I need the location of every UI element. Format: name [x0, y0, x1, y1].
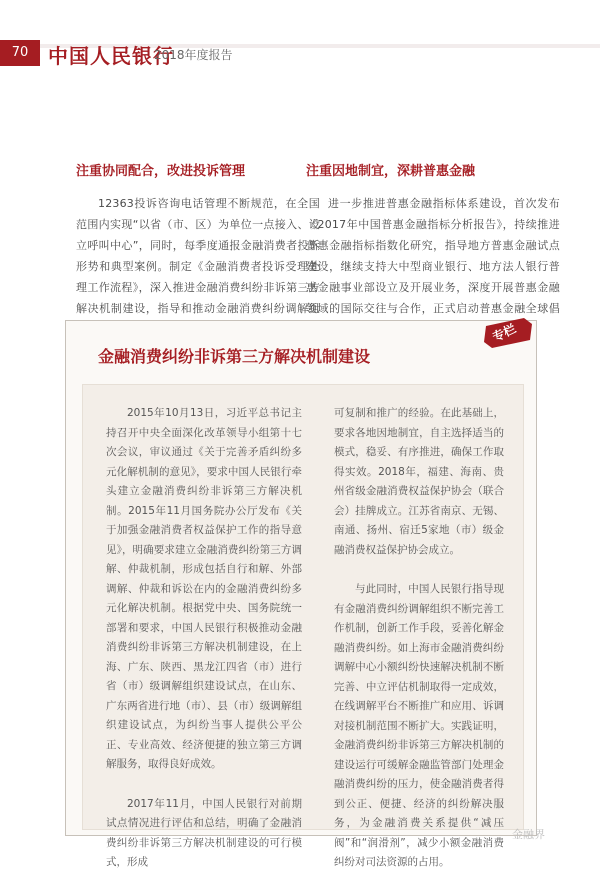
special-box-paragraph: 可复制和推广的经验。在此基础上，要求各地因地制宜，自主选择适当的模式，稳妥、有序推进，确保工作取得实效。2018年，福建、海南、贵州省级金融消费权益保护协会（联合会）挂牌成立。江苏省南京、无锡、南通、扬州、宿迁5家地（市）级金融消费权益保护协会成立。: [334, 407, 504, 556]
watermark: 金融界: [512, 828, 545, 841]
page-number: 70: [0, 40, 40, 66]
page-header: [0, 0, 600, 68]
special-box-paragraph: 2017年11月，中国人民银行对前期试点情况进行评估和总结，明确了金融消费纠纷非诉第三方解决机制建设的可行模式，形成: [106, 797, 302, 868]
special-box-title: 金融消费纠纷非诉第三方解决机制建设: [98, 347, 371, 366]
left-section-heading: 注重协同配合，改进投诉管理: [76, 164, 246, 179]
right-section-paragraph: 进一步推进普惠金融指标体系建设，首次发布《2017年中国普惠金融指标分析报告》，持续推进普惠金融指标指数化研究，指导地方普惠金融试点建设，继续支持大中型商业银行、地方法人银行普惠金融事业部设立及开展业务，深度开展普惠金融领域的国际交往与合作，正式启动普惠金融全球倡: [306, 197, 560, 315]
special-box-right-column: [334, 404, 504, 893]
report-title: 2018年度报告: [154, 48, 233, 62]
special-box-paragraph: 与此同时，中国人民银行指导现有金融消费纠纷调解组织不断完善工作机制，创新工作手段，妥善化解金融消费纠纷。如上海市金融消费纠纷调解中心小额纠纷快速解决机制不断完善、中立评估机制取得一定成效，在线调解平台不断推广和应用、诉调对接机制范围不断扩大。实践证明，金融消费纠纷非诉第三方解决机制的建设运行可缓解金融监管部门处理金融消费纠纷的压力，使金融消费者得到公正、便捷、经济的纠纷解决服务，为金融消费关系提供“减压阀”和“润滑剂”，减少小额金融消费纠纷对司法资源的占用。: [334, 583, 504, 868]
bank-name: 中国人民银行: [48, 44, 174, 68]
right-section: [306, 160, 560, 340]
special-tag-label: 专栏: [490, 321, 519, 345]
left-section: [76, 160, 320, 340]
left-section-paragraph: 12363投诉咨询电话管理不断规范，在全国范围内实现“以省（市、区）为单位一点接入、设立呼叫中心”，同时，每季度通报金融消费者投诉形势和典型案例。制定《金融消费者投诉受理处理工作流程》，深入推进金融消费纠纷非诉第三方解决机制建设，指导和推动金融消费纠纷调解组: [76, 197, 320, 315]
right-section-heading: 注重因地制宜，深耕普惠金融: [306, 164, 476, 179]
special-box-left-column: [106, 404, 302, 893]
special-box-paragraph: 2015年10月13日，习近平总书记主持召开中央全面深化改革领导小组第十七次会议，审议通过《关于完善矛盾纠纷多元化解机制的意见》，要求中国人民银行牵头建立金融消费纠纷非诉第三方解决机制。2015年11月国务院办公厅发布《关于加强金融消费者权益保护工作的指导意见》，明确要求建立金融消费纠纷第三方调解、仲裁机制，形成包括自行和解、外部调解、仲裁和诉讼在内的金融消费纠纷多元化解决机制。根据党中央、国务院统一部署和要求，中国人民银行积极推动金融消费纠纷非诉第三方解决机制建设，在上海、广东、陕西、黑龙江四省（市）进行省（市）级调解组织建设试点，在山东、广东两省进行地（市）、县（市）级调解组织建设试点，为纠纷当事人提供公平公正、专业高效、经济便捷的独立第三方调解服务，取得良好成效。: [106, 407, 302, 770]
